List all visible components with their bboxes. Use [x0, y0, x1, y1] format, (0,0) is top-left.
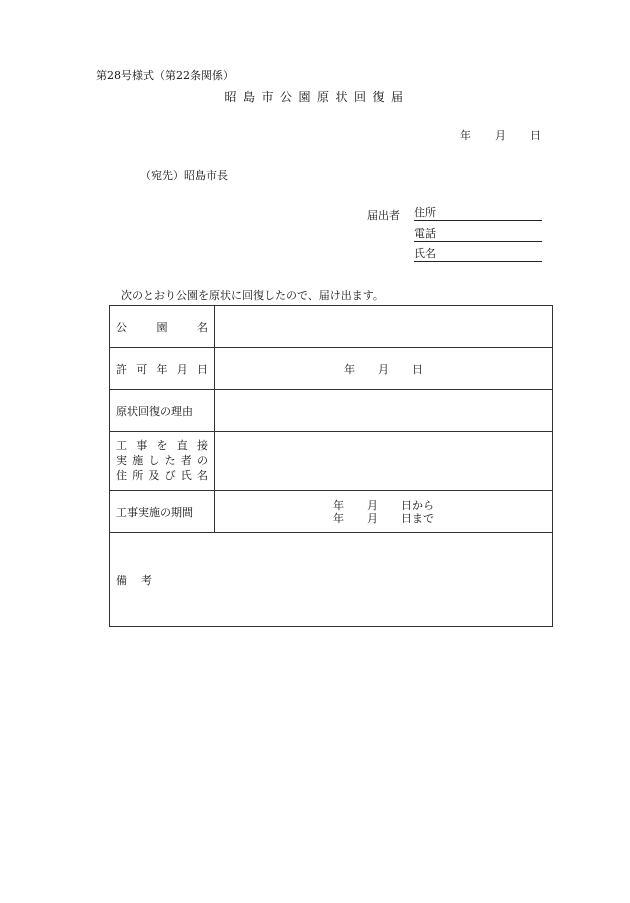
- label-char: た: [164, 454, 176, 467]
- label-char: 事: [136, 439, 148, 452]
- date-year-label: 年: [460, 129, 471, 142]
- notifier-address-label: 住所: [414, 206, 436, 219]
- form-table: [109, 305, 553, 627]
- label-char: 日: [197, 362, 208, 376]
- label-char: 年: [156, 362, 168, 376]
- notifier-name-label: 氏名: [414, 247, 436, 260]
- label-char: 住: [116, 469, 127, 482]
- notifier-phone-label: 電話: [414, 227, 436, 240]
- notifier-phone-field[interactable]: [414, 227, 542, 242]
- label-char: 月: [176, 362, 188, 376]
- notifier-name-field[interactable]: [414, 247, 542, 262]
- period-to-day: 日まで: [401, 511, 434, 525]
- label-char: 実: [116, 454, 127, 467]
- permit-date-label: [110, 348, 215, 390]
- contractor-label: [110, 432, 215, 491]
- label-char: 公: [116, 320, 127, 334]
- permit-day-label: 日: [412, 362, 423, 376]
- reason-label: 原状回復の理由: [110, 390, 215, 432]
- label-char: 園: [156, 320, 168, 334]
- label-char: 氏: [180, 469, 192, 482]
- period-to-year: 年: [333, 511, 344, 525]
- label-char: の: [196, 454, 208, 467]
- park-name-label: [110, 306, 215, 348]
- contractor-label-line2: [116, 454, 208, 468]
- form-number: 第28号様式（第22条関係）: [96, 69, 234, 82]
- period-to-month: 月: [367, 511, 378, 525]
- period-to: [333, 512, 434, 525]
- period-from-day: 日から: [401, 498, 434, 512]
- period-dates: [333, 499, 434, 525]
- remarks-field[interactable]: [110, 533, 553, 627]
- form-title: 昭島市公園原状回復届: [224, 90, 410, 104]
- label-char: 名: [197, 320, 208, 334]
- label-char: 所: [132, 469, 144, 482]
- period-row: [110, 491, 553, 533]
- submission-date: [460, 127, 541, 143]
- park-name-row: [110, 306, 553, 348]
- label-char: び: [164, 469, 176, 482]
- contractor-field[interactable]: [215, 432, 553, 491]
- label-char: 工: [116, 439, 127, 452]
- intro-text: 次のとおり公園を原状に回復したので、届け出ます。: [121, 289, 384, 302]
- addressee: （宛先）昭島市長: [140, 169, 228, 182]
- contractor-row: [110, 432, 553, 491]
- reason-row: [110, 390, 553, 432]
- remarks-row: [110, 533, 553, 627]
- notifier-label: 届出者: [367, 209, 400, 222]
- label-char: 可: [136, 362, 148, 376]
- label-char: 接: [197, 439, 208, 452]
- period-from: [333, 499, 434, 512]
- period-from-month: 月: [367, 498, 378, 512]
- park-name-field[interactable]: [215, 306, 553, 348]
- permit-date-row: [110, 348, 553, 390]
- label-char: 名: [196, 469, 208, 482]
- notifier-address-field[interactable]: [414, 206, 542, 221]
- label-char: 及: [148, 469, 160, 482]
- remarks-label: 備考: [116, 573, 166, 587]
- label-char: 許: [116, 362, 127, 376]
- label-char: 者: [180, 454, 192, 467]
- date-day-label: 日: [530, 129, 541, 142]
- label-char: を: [156, 439, 168, 452]
- period-from-year: 年: [333, 498, 344, 512]
- date-month-label: 月: [495, 129, 506, 142]
- label-char: 施: [132, 454, 144, 467]
- permit-year-label: 年: [344, 362, 355, 376]
- contractor-label-line3: [116, 469, 208, 483]
- label-char: 直: [176, 439, 188, 452]
- permit-month-label: 月: [378, 362, 389, 376]
- period-label: 工事実施の期間: [110, 491, 215, 533]
- period-field[interactable]: [215, 491, 553, 533]
- reason-field[interactable]: [215, 390, 553, 432]
- label-char: し: [148, 454, 160, 467]
- permit-date-field[interactable]: [215, 348, 553, 390]
- contractor-label-line1: [116, 439, 208, 453]
